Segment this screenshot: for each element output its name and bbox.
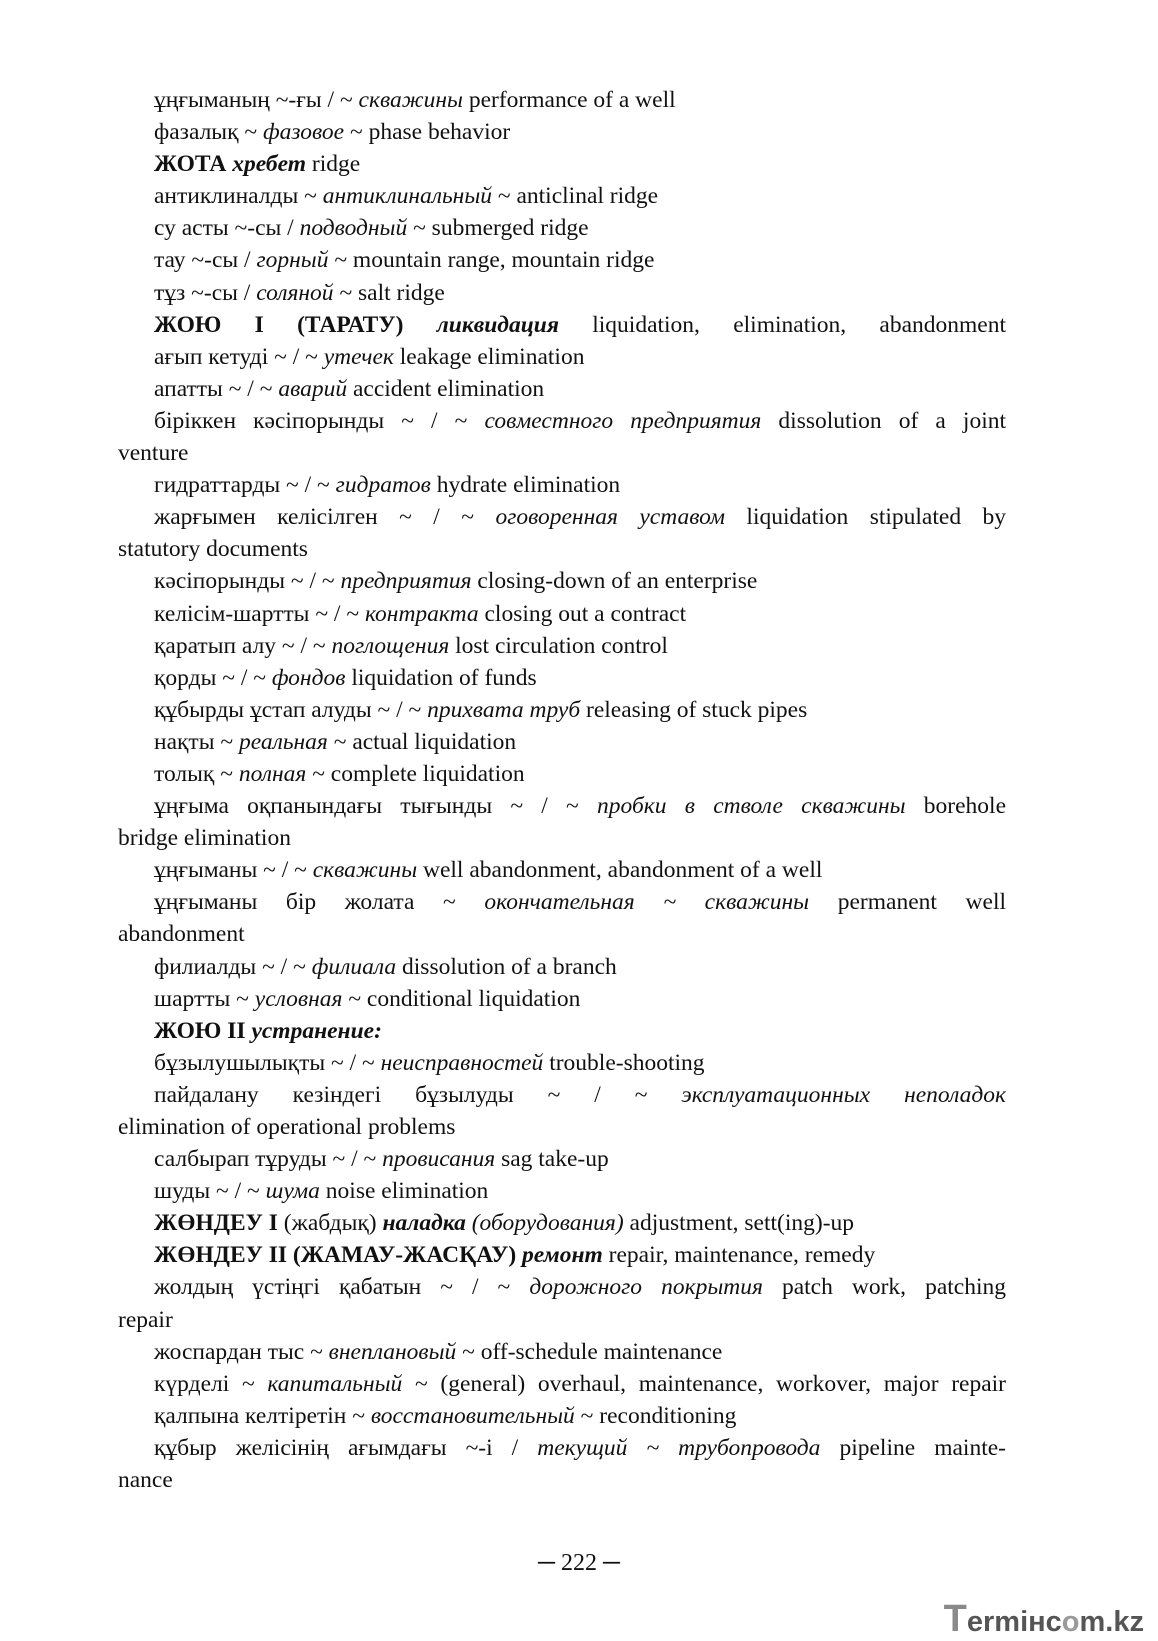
entry-text: апатты ~ / ~ <box>154 375 279 402</box>
entry-text: closing-down of an enterprise <box>471 568 758 595</box>
entry-text: жолдың үстіңгі қабатын ~ / ~ <box>154 1274 530 1301</box>
entry-line <box>118 662 1006 694</box>
entry-line <box>118 309 1006 341</box>
entry-text: ~ actual liquidation <box>327 728 517 755</box>
entry-text: күрделі ~ <box>154 1370 268 1397</box>
entry-text: келісім-шартты ~ / ~ <box>154 600 365 627</box>
entry-text: ағып кетуді ~ / ~ <box>154 343 324 370</box>
entry-text: ~ (general) overhaul, maintenance, workover, major repair <box>402 1370 1006 1397</box>
entry-russian-term: аварий <box>278 375 348 402</box>
entry-text: бұзылушылықты ~ / ~ <box>154 1049 381 1076</box>
entry-russian-term: хребет <box>232 151 307 178</box>
entry-line <box>118 951 1006 983</box>
entry-text: repair, maintenance, remedy <box>602 1242 876 1269</box>
entry-russian-term: (оборудования) <box>465 1210 624 1237</box>
entry-russian-term: условная <box>254 985 343 1012</box>
entry-text: қалпына келтіретін ~ <box>154 1402 371 1429</box>
entry-text: patch work, patching <box>762 1274 1006 1301</box>
entry-text: ~ mountain range, mountain ridge <box>328 247 655 274</box>
entry-text: жарғымен келісілген ~ / ~ <box>154 504 496 531</box>
entry-text: dissolution of a branch <box>396 953 617 980</box>
entry-headword: ЖОТА <box>154 151 233 178</box>
entry-russian-term: филиала <box>311 953 397 980</box>
entry-line <box>118 1047 1006 1079</box>
entry-text: ~ reconditioning <box>574 1402 737 1429</box>
entry-line <box>118 598 1006 630</box>
entry-text: closing out a contract <box>478 600 687 627</box>
entry-line <box>118 790 1006 822</box>
entry-text: жоспардан тыс ~ <box>154 1338 329 1365</box>
entry-russian-term: фазовое <box>262 119 345 146</box>
entry-line <box>118 983 1006 1015</box>
entry-russian-term: скважины <box>312 857 418 884</box>
entry-russian-term: подводный <box>299 215 408 242</box>
entry-text: nance <box>118 1467 173 1494</box>
entry-text: гидраттарды ~ / ~ <box>154 472 336 499</box>
entry-text: шартты ~ <box>154 985 255 1012</box>
entry-text: well abandonment, abandonment of a well <box>417 857 823 884</box>
entry-text: repair <box>118 1306 173 1333</box>
entry-text: sag take-up <box>495 1146 609 1173</box>
entry-line <box>118 886 1006 918</box>
entry-russian-term: скважины <box>358 87 463 113</box>
entry-continuation-line <box>118 918 1006 950</box>
entry-text: liquidation, elimination, abandonment <box>558 311 1006 338</box>
entry-text: қорды ~ / ~ <box>154 664 272 691</box>
entry-text: қаратып алу ~ / ~ <box>154 632 332 659</box>
entry-continuation-line <box>118 1464 1006 1496</box>
entry-text: филиалды ~ / ~ <box>154 953 312 980</box>
entry-line <box>118 469 1006 501</box>
entry-text: performance of a well <box>462 87 676 113</box>
entry-text: ~ submerged ridge <box>407 215 589 242</box>
entry-russian-term: дорожного покрытия <box>529 1274 763 1301</box>
entry-line <box>118 341 1006 373</box>
entry-text: adjustment, sett(ing)-up <box>623 1210 855 1237</box>
entry-russian-term: эксплуатационных неполадок <box>681 1081 1006 1108</box>
entry-continuation-line <box>118 437 1006 469</box>
entry-headword: ЖОЮ II <box>154 1017 252 1044</box>
entry-line <box>118 1336 1006 1368</box>
entry-text: leakage elimination <box>393 343 585 370</box>
entry-text: borehole <box>905 793 1006 820</box>
entry-line <box>118 116 1006 148</box>
entry-text: ұңғыманы ~ / ~ <box>154 857 313 884</box>
entry-line <box>118 180 1006 212</box>
entry-text: салбырап тұруды ~ / ~ <box>154 1146 383 1173</box>
entry-text: кәсіпорынды ~ / ~ <box>154 568 341 595</box>
entry-text: lost circulation control <box>449 632 668 659</box>
entry-line <box>118 694 1006 726</box>
entry-line <box>118 854 1006 886</box>
entry-russian-term: контракта <box>364 600 479 627</box>
entry-line <box>118 1079 1006 1111</box>
entry-russian-term: гидратов <box>335 472 431 499</box>
entry-russian-term: совместного предприятия <box>484 407 762 434</box>
entry-text: pipeline mainte- <box>820 1434 1006 1461</box>
entry-text: нақты ~ <box>154 728 239 755</box>
entry-line <box>118 405 1006 437</box>
entry-line <box>118 1432 1006 1464</box>
entry-text: ~ phase behavior <box>344 119 511 146</box>
entry-russian-term: поглощения <box>331 632 450 659</box>
watermark-o-icon: o <box>1061 1606 1080 1638</box>
entry-russian-term: восстановительный <box>370 1402 575 1429</box>
entry-line <box>118 244 1006 276</box>
entry-text: фазалық ~ <box>154 119 263 146</box>
entry-line <box>118 1239 1006 1271</box>
entries-list <box>118 84 1006 1496</box>
entry-text: ~ conditional liquidation <box>342 985 581 1012</box>
entry-line <box>118 1207 1006 1239</box>
entry-line <box>118 726 1006 758</box>
entry-russian-term: шума <box>265 1178 320 1205</box>
entry-text: bridge elimination <box>118 825 291 852</box>
entry-russian-term: внеплановый <box>328 1338 457 1365</box>
entry-text: біріккен кәсіпорынды ~ / ~ <box>154 407 485 434</box>
watermark-part-a: ermінc <box>966 1606 1062 1638</box>
entry-russian-term: окончательная ~ скважины <box>484 889 810 916</box>
entry-headword: ЖӨНДЕУ I <box>154 1210 278 1237</box>
entry-line <box>118 565 1006 597</box>
entry-line <box>118 373 1006 405</box>
entry-line <box>118 501 1006 533</box>
page-number: ─ 222 ─ <box>537 1550 620 1576</box>
entry-text: abandonment <box>118 921 245 948</box>
entry-text: ridge <box>306 151 361 178</box>
entry-text: ~ complete liquidation <box>306 760 525 787</box>
entry-text: су асты ~-сы / <box>154 215 300 242</box>
entry-text: құбырды ұстап алуды ~ / ~ <box>154 696 428 723</box>
entry-text: толық ~ <box>154 760 239 787</box>
site-watermark-logo <box>944 1598 1144 1641</box>
entry-text: ұңғыма оқпанындағы тығынды ~ / ~ <box>154 793 598 820</box>
entry-russian-term: текущий ~ трубопровода <box>537 1434 821 1461</box>
entry-continuation-line <box>118 1304 1006 1336</box>
entry-text: тау ~-сы / <box>154 247 257 274</box>
entry-text: hydrate elimination <box>430 472 621 499</box>
entry-russian-term: устранение: <box>251 1017 382 1044</box>
entry-line <box>118 1175 1006 1207</box>
entry-russian-term: оговоренная уставом <box>495 504 725 531</box>
entry-text: (жабдық) <box>277 1210 383 1237</box>
entry-line <box>118 1271 1006 1303</box>
watermark-part-b: m.kz <box>1079 1606 1144 1638</box>
entry-russian-term: фондов <box>271 664 346 691</box>
entry-russian-term: капитальный <box>267 1370 403 1397</box>
entry-text: liquidation stipulated by <box>724 504 1006 531</box>
entry-russian-term: соляной <box>256 279 334 306</box>
entry-text: noise elimination <box>319 1178 489 1205</box>
entry-headword: ЖОЮ I (ТАРАТУ) <box>154 311 437 338</box>
entry-russian-term: неисправностей <box>380 1049 544 1076</box>
entry-text: ұңғыманы бір жолата ~ <box>154 889 485 916</box>
entry-line <box>118 1400 1006 1432</box>
entry-russian-term: утечек <box>323 343 394 370</box>
entry-line <box>118 1015 1006 1047</box>
entry-russian-term: провисания <box>382 1146 496 1173</box>
entry-text: permanent well <box>809 889 1006 916</box>
entry-text: trouble-shooting <box>543 1049 705 1076</box>
entry-russian-term: полная <box>238 760 307 787</box>
entry-text: шуды ~ / ~ <box>154 1178 266 1205</box>
entry-russian-term: реальная <box>238 728 328 755</box>
entry-russian-term: наладка <box>382 1210 466 1237</box>
entry-russian-term: предприятия <box>340 568 472 595</box>
entry-headword: ЖӨНДЕУ II (ЖАМАУ-ЖАСҚАУ) <box>154 1242 523 1269</box>
entry-text: statutory documents <box>118 536 308 563</box>
entry-line <box>118 1143 1006 1175</box>
entry-russian-term: прихвата труб <box>427 696 581 723</box>
entry-line <box>118 1368 1006 1400</box>
entry-text: ~ anticlinal ridge <box>492 183 659 210</box>
entry-text: тұз ~-сы / <box>154 279 257 306</box>
entry-line <box>118 277 1006 309</box>
entry-line <box>118 84 1006 116</box>
entry-line <box>118 148 1006 180</box>
entry-russian-term: ликвидация <box>436 311 559 338</box>
entry-russian-term: ремонт <box>522 1242 603 1269</box>
entry-text: ~ salt ridge <box>333 279 445 306</box>
entry-line <box>118 630 1006 662</box>
watermark-t: T <box>943 1598 967 1640</box>
entry-text: liquidation of funds <box>345 664 537 691</box>
entry-line <box>118 758 1006 790</box>
entry-text: dissolution of a joint <box>761 407 1006 434</box>
entry-text: venture <box>118 440 189 467</box>
entry-continuation-line <box>118 822 1006 854</box>
entry-text: ұңғыманың ~-ғы / ~ <box>154 87 359 113</box>
entry-text: releasing of stuck pipes <box>580 696 808 723</box>
entry-continuation-line <box>118 533 1006 565</box>
entry-text: пайдалану кезіндегі бұзылуды ~ / ~ <box>154 1081 682 1108</box>
entry-text: ~ off-schedule maintenance <box>456 1338 723 1365</box>
entry-russian-term: пробки в стволе скважины <box>597 793 906 820</box>
entry-text: accident elimination <box>347 375 545 402</box>
entry-text: антиклиналды ~ <box>154 183 323 210</box>
entry-continuation-line <box>118 1111 1006 1143</box>
entry-russian-term: антиклинальный <box>322 183 492 210</box>
entry-line <box>118 212 1006 244</box>
entry-russian-term: горный <box>256 247 329 274</box>
entry-text: құбыр желісінің ағымдағы ~-і / <box>154 1434 538 1461</box>
entry-text: elimination of operational problems <box>118 1114 456 1140</box>
